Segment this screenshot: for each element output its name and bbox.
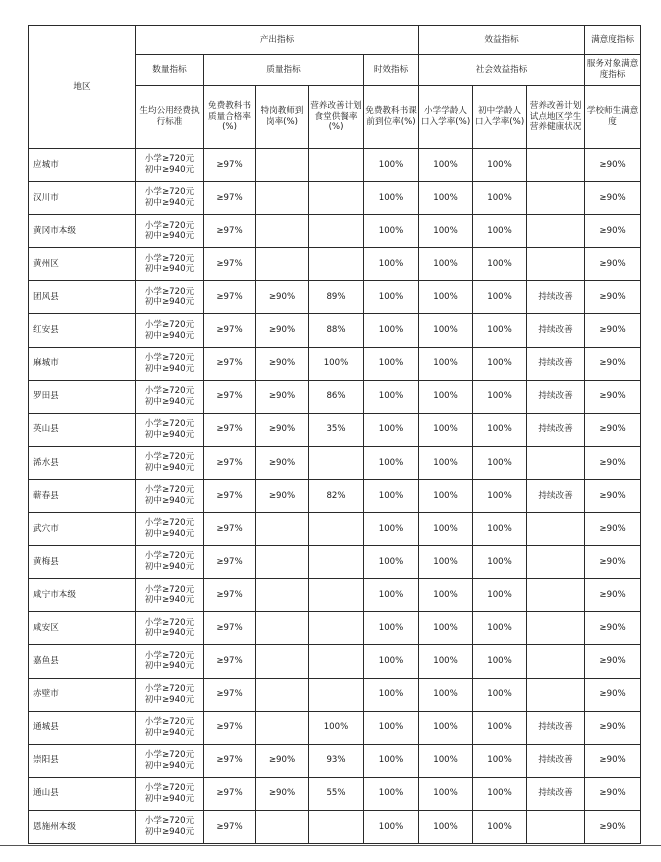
junior-standard-text: 初中≥940元 bbox=[144, 595, 195, 606]
junior-standard-text: 初中≥940元 bbox=[144, 429, 195, 440]
nutrition-health-cell: 持续改善 bbox=[527, 711, 585, 744]
meal-supply-cell bbox=[309, 810, 364, 843]
satisfaction-cell: ≥90% bbox=[585, 645, 641, 678]
region-cell: 红安县 bbox=[29, 314, 136, 347]
primary-enrollment-cell: 100% bbox=[419, 248, 473, 281]
column-header: 初中学龄人口入学率(%) bbox=[473, 86, 527, 149]
textbook-ontime-cell: 100% bbox=[364, 711, 419, 744]
primary-standard-text: 小学≥720元 bbox=[144, 452, 195, 463]
satisfaction-cell: ≥90% bbox=[585, 711, 641, 744]
region-cell: 蕲春县 bbox=[29, 479, 136, 512]
nutrition-health-cell bbox=[527, 645, 585, 678]
junior-enrollment-cell: 100% bbox=[473, 777, 527, 810]
primary-enrollment-cell: 100% bbox=[419, 546, 473, 579]
nutrition-health-cell: 持续改善 bbox=[527, 314, 585, 347]
meal-supply-cell bbox=[309, 513, 364, 546]
satisfaction-cell: ≥90% bbox=[585, 413, 641, 446]
meal-supply-cell bbox=[309, 645, 364, 678]
teacher-arrival-cell: ≥90% bbox=[256, 347, 309, 380]
satisfaction-cell: ≥90% bbox=[585, 513, 641, 546]
table-row bbox=[29, 513, 641, 546]
funding-standard-cell bbox=[136, 579, 204, 612]
quantity-indicator-header: 数量指标 bbox=[136, 55, 204, 86]
textbook-quality-cell: ≥97% bbox=[204, 513, 256, 546]
meal-supply-cell bbox=[309, 149, 364, 182]
satisfaction-cell: ≥90% bbox=[585, 215, 641, 248]
junior-enrollment-cell: 100% bbox=[473, 645, 527, 678]
service-satisfaction-header: 服务对象满意度指标 bbox=[585, 55, 641, 86]
meal-supply-cell: 100% bbox=[309, 347, 364, 380]
meal-supply-cell bbox=[309, 182, 364, 215]
nutrition-health-cell bbox=[527, 248, 585, 281]
nutrition-health-cell bbox=[527, 446, 585, 479]
junior-standard-text: 初中≥940元 bbox=[144, 231, 195, 242]
primary-standard-text: 小学≥720元 bbox=[144, 584, 195, 595]
primary-enrollment-cell: 100% bbox=[419, 645, 473, 678]
funding-standard-cell bbox=[136, 678, 204, 711]
primary-enrollment-cell: 100% bbox=[419, 314, 473, 347]
primary-standard-text: 小学≥720元 bbox=[144, 485, 195, 496]
primary-standard-text: 小学≥720元 bbox=[144, 385, 195, 396]
region-cell: 应城市 bbox=[29, 149, 136, 182]
textbook-quality-cell: ≥97% bbox=[204, 678, 256, 711]
primary-enrollment-cell: 100% bbox=[419, 281, 473, 314]
table-row bbox=[29, 347, 641, 380]
region-cell: 通城县 bbox=[29, 711, 136, 744]
textbook-quality-cell: ≥97% bbox=[204, 380, 256, 413]
nutrition-health-cell: 持续改善 bbox=[527, 281, 585, 314]
teacher-arrival-cell: ≥90% bbox=[256, 281, 309, 314]
region-cell: 罗田县 bbox=[29, 380, 136, 413]
primary-standard-text: 小学≥720元 bbox=[144, 617, 195, 628]
junior-enrollment-cell: 100% bbox=[473, 248, 527, 281]
textbook-ontime-cell: 100% bbox=[364, 182, 419, 215]
junior-standard-text: 初中≥940元 bbox=[144, 826, 195, 837]
textbook-quality-cell: ≥97% bbox=[204, 546, 256, 579]
region-cell: 武穴市 bbox=[29, 513, 136, 546]
nutrition-health-cell bbox=[527, 513, 585, 546]
teacher-arrival-cell bbox=[256, 182, 309, 215]
funding-standard-cell bbox=[136, 711, 204, 744]
meal-supply-cell: 100% bbox=[309, 711, 364, 744]
textbook-ontime-cell: 100% bbox=[364, 810, 419, 843]
region-cell: 麻城市 bbox=[29, 347, 136, 380]
region-cell: 恩施州本级 bbox=[29, 810, 136, 843]
table-row bbox=[29, 380, 641, 413]
textbook-quality-cell: ≥97% bbox=[204, 413, 256, 446]
table-row bbox=[29, 810, 641, 843]
region-cell: 黄州区 bbox=[29, 248, 136, 281]
junior-standard-text: 初中≥940元 bbox=[144, 793, 195, 804]
meal-supply-cell: 55% bbox=[309, 777, 364, 810]
column-header: 学校师生满意度 bbox=[585, 86, 641, 149]
primary-standard-text: 小学≥720元 bbox=[144, 220, 195, 231]
table-row bbox=[29, 314, 641, 347]
junior-enrollment-cell: 100% bbox=[473, 744, 527, 777]
region-cell: 英山县 bbox=[29, 413, 136, 446]
region-cell: 嘉鱼县 bbox=[29, 645, 136, 678]
column-header: 生均公用经费执行标准 bbox=[136, 86, 204, 149]
nutrition-health-cell bbox=[527, 149, 585, 182]
nutrition-health-cell bbox=[527, 215, 585, 248]
textbook-quality-cell: ≥97% bbox=[204, 810, 256, 843]
table-row bbox=[29, 182, 641, 215]
satisfaction-cell: ≥90% bbox=[585, 149, 641, 182]
nutrition-health-cell: 持续改善 bbox=[527, 413, 585, 446]
textbook-quality-cell: ≥97% bbox=[204, 182, 256, 215]
nutrition-health-cell bbox=[527, 182, 585, 215]
satisfaction-cell: ≥90% bbox=[585, 380, 641, 413]
junior-standard-text: 初中≥940元 bbox=[144, 165, 195, 176]
junior-enrollment-cell: 100% bbox=[473, 612, 527, 645]
textbook-ontime-cell: 100% bbox=[364, 347, 419, 380]
textbook-quality-cell: ≥97% bbox=[204, 314, 256, 347]
nutrition-health-cell bbox=[527, 678, 585, 711]
junior-enrollment-cell: 100% bbox=[473, 810, 527, 843]
junior-enrollment-cell: 100% bbox=[473, 446, 527, 479]
satisfaction-cell: ≥90% bbox=[585, 579, 641, 612]
primary-standard-text: 小学≥720元 bbox=[144, 352, 195, 363]
table-row bbox=[29, 777, 641, 810]
junior-standard-text: 初中≥940元 bbox=[144, 661, 195, 672]
teacher-arrival-cell bbox=[256, 810, 309, 843]
meal-supply-cell bbox=[309, 612, 364, 645]
primary-enrollment-cell: 100% bbox=[419, 678, 473, 711]
table-row bbox=[29, 149, 641, 182]
junior-standard-text: 初中≥940元 bbox=[144, 495, 195, 506]
textbook-quality-cell: ≥97% bbox=[204, 347, 256, 380]
table-row bbox=[29, 413, 641, 446]
quality-indicator-header: 质量指标 bbox=[204, 55, 364, 86]
textbook-quality-cell: ≥97% bbox=[204, 744, 256, 777]
textbook-ontime-cell: 100% bbox=[364, 645, 419, 678]
meal-supply-cell: 88% bbox=[309, 314, 364, 347]
primary-standard-text: 小学≥720元 bbox=[144, 683, 195, 694]
satisfaction-cell: ≥90% bbox=[585, 546, 641, 579]
meal-supply-cell: 93% bbox=[309, 744, 364, 777]
textbook-ontime-cell: 100% bbox=[364, 314, 419, 347]
junior-standard-text: 初中≥940元 bbox=[144, 727, 195, 738]
junior-enrollment-cell: 100% bbox=[473, 413, 527, 446]
primary-enrollment-cell: 100% bbox=[419, 777, 473, 810]
primary-enrollment-cell: 100% bbox=[419, 744, 473, 777]
textbook-ontime-cell: 100% bbox=[364, 479, 419, 512]
primary-standard-text: 小学≥720元 bbox=[144, 551, 195, 562]
primary-standard-text: 小学≥720元 bbox=[144, 750, 195, 760]
primary-standard-text: 小学≥720元 bbox=[144, 187, 195, 198]
primary-enrollment-cell: 100% bbox=[419, 711, 473, 744]
junior-standard-text: 初中≥940元 bbox=[144, 462, 195, 473]
funding-standard-cell bbox=[136, 513, 204, 546]
primary-standard-text: 小学≥720元 bbox=[144, 319, 195, 330]
region-cell: 黄冈市本级 bbox=[29, 215, 136, 248]
table-row bbox=[29, 446, 641, 479]
table-row bbox=[29, 711, 641, 744]
primary-enrollment-cell: 100% bbox=[419, 182, 473, 215]
primary-enrollment-cell: 100% bbox=[419, 446, 473, 479]
textbook-ontime-cell: 100% bbox=[364, 612, 419, 645]
junior-enrollment-cell: 100% bbox=[473, 215, 527, 248]
primary-enrollment-cell: 100% bbox=[419, 612, 473, 645]
teacher-arrival-cell: ≥90% bbox=[256, 314, 309, 347]
column-header: 免费教科书课前到位率(%) bbox=[364, 86, 419, 149]
satisfaction-cell: ≥90% bbox=[585, 479, 641, 512]
table-row bbox=[29, 744, 641, 777]
teacher-arrival-cell bbox=[256, 149, 309, 182]
funding-standard-cell bbox=[136, 744, 204, 777]
nutrition-health-cell bbox=[527, 546, 585, 579]
primary-enrollment-cell: 100% bbox=[419, 215, 473, 248]
primary-enrollment-cell: 100% bbox=[419, 413, 473, 446]
region-cell: 咸安区 bbox=[29, 612, 136, 645]
table-row bbox=[29, 645, 641, 678]
junior-enrollment-cell: 100% bbox=[473, 347, 527, 380]
table-row bbox=[29, 248, 641, 281]
primary-standard-text: 小学≥720元 bbox=[144, 419, 195, 430]
teacher-arrival-cell bbox=[256, 546, 309, 579]
satisfaction-cell: ≥90% bbox=[585, 446, 641, 479]
textbook-ontime-cell: 100% bbox=[364, 446, 419, 479]
junior-standard-text: 初中≥940元 bbox=[144, 297, 195, 308]
teacher-arrival-cell: ≥90% bbox=[256, 479, 309, 512]
region-cell: 黄梅县 bbox=[29, 546, 136, 579]
funding-standard-cell bbox=[136, 215, 204, 248]
teacher-arrival-cell bbox=[256, 579, 309, 612]
textbook-ontime-cell: 100% bbox=[364, 513, 419, 546]
satisfaction-indicator-header: 满意度指标 bbox=[585, 26, 641, 55]
satisfaction-cell: ≥90% bbox=[585, 347, 641, 380]
textbook-ontime-cell: 100% bbox=[364, 380, 419, 413]
nutrition-health-cell bbox=[527, 612, 585, 645]
teacher-arrival-cell bbox=[256, 678, 309, 711]
textbook-ontime-cell: 100% bbox=[364, 579, 419, 612]
primary-standard-text: 小学≥720元 bbox=[144, 253, 195, 264]
funding-standard-cell bbox=[136, 777, 204, 810]
junior-enrollment-cell: 100% bbox=[473, 546, 527, 579]
region-cell: 咸宁市本级 bbox=[29, 579, 136, 612]
junior-standard-text: 初中≥940元 bbox=[144, 396, 195, 407]
satisfaction-cell: ≥90% bbox=[585, 314, 641, 347]
textbook-quality-cell: ≥97% bbox=[204, 248, 256, 281]
textbook-quality-cell: ≥97% bbox=[204, 711, 256, 744]
junior-standard-text: 初中≥940元 bbox=[144, 264, 195, 275]
funding-standard-cell bbox=[136, 182, 204, 215]
teacher-arrival-cell bbox=[256, 711, 309, 744]
satisfaction-cell: ≥90% bbox=[585, 182, 641, 215]
funding-standard-cell bbox=[136, 248, 204, 281]
funding-standard-cell bbox=[136, 314, 204, 347]
region-cell: 团风县 bbox=[29, 281, 136, 314]
junior-enrollment-cell: 100% bbox=[473, 678, 527, 711]
meal-supply-cell: 82% bbox=[309, 479, 364, 512]
nutrition-health-cell bbox=[527, 579, 585, 612]
textbook-quality-cell: ≥97% bbox=[204, 579, 256, 612]
junior-enrollment-cell: 100% bbox=[473, 380, 527, 413]
junior-enrollment-cell: 100% bbox=[473, 149, 527, 182]
textbook-quality-cell: ≥97% bbox=[204, 215, 256, 248]
meal-supply-cell: 35% bbox=[309, 413, 364, 446]
primary-enrollment-cell: 100% bbox=[419, 513, 473, 546]
junior-standard-text: 初中≥940元 bbox=[144, 330, 195, 341]
teacher-arrival-cell bbox=[256, 612, 309, 645]
textbook-ontime-cell: 100% bbox=[364, 413, 419, 446]
satisfaction-cell: ≥90% bbox=[585, 777, 641, 810]
textbook-quality-cell: ≥97% bbox=[204, 479, 256, 512]
textbook-quality-cell: ≥97% bbox=[204, 645, 256, 678]
funding-standard-cell bbox=[136, 479, 204, 512]
textbook-quality-cell: ≥97% bbox=[204, 149, 256, 182]
benefit-indicator-header: 效益指标 bbox=[419, 26, 585, 55]
region-cell: 汉川市 bbox=[29, 182, 136, 215]
teacher-arrival-cell bbox=[256, 513, 309, 546]
teacher-arrival-cell: ≥90% bbox=[256, 446, 309, 479]
funding-standard-cell bbox=[136, 347, 204, 380]
junior-standard-text: 初中≥940元 bbox=[144, 628, 195, 639]
nutrition-health-cell: 持续改善 bbox=[527, 744, 585, 777]
social-benefit-header: 社会效益指标 bbox=[419, 55, 585, 86]
region-cell: 浠水县 bbox=[29, 446, 136, 479]
region-cell: 崇阳县 bbox=[29, 744, 136, 777]
funding-standard-cell bbox=[136, 380, 204, 413]
nutrition-health-cell: 持续改善 bbox=[527, 380, 585, 413]
timeliness-indicator-header: 时效指标 bbox=[364, 55, 419, 86]
junior-enrollment-cell: 100% bbox=[473, 711, 527, 744]
satisfaction-cell: ≥90% bbox=[585, 612, 641, 645]
teacher-arrival-cell bbox=[256, 248, 309, 281]
performance-indicator-table bbox=[28, 25, 641, 844]
textbook-ontime-cell: 100% bbox=[364, 777, 419, 810]
satisfaction-cell: ≥90% bbox=[585, 678, 641, 711]
textbook-ontime-cell: 100% bbox=[364, 546, 419, 579]
nutrition-health-cell bbox=[527, 810, 585, 843]
teacher-arrival-cell: ≥90% bbox=[256, 413, 309, 446]
column-header: 营养改善计划试点地区学生营养健康状况 bbox=[527, 86, 585, 149]
primary-standard-text: 小学≥720元 bbox=[144, 716, 195, 727]
meal-supply-cell bbox=[309, 678, 364, 711]
funding-standard-cell bbox=[136, 546, 204, 579]
meal-supply-cell bbox=[309, 248, 364, 281]
meal-supply-cell: 89% bbox=[309, 281, 364, 314]
meal-supply-cell bbox=[309, 446, 364, 479]
teacher-arrival-cell: ≥90% bbox=[256, 744, 309, 777]
teacher-arrival-cell: ≥90% bbox=[256, 777, 309, 810]
satisfaction-cell: ≥90% bbox=[585, 281, 641, 314]
column-header: 免费教科书质量合格率(%) bbox=[204, 86, 256, 149]
table-row bbox=[29, 281, 641, 314]
textbook-quality-cell: ≥97% bbox=[204, 446, 256, 479]
primary-enrollment-cell: 100% bbox=[419, 380, 473, 413]
satisfaction-cell: ≥90% bbox=[585, 810, 641, 843]
table-row bbox=[29, 579, 641, 612]
meal-supply-cell bbox=[309, 215, 364, 248]
output-indicator-header: 产出指标 bbox=[136, 26, 419, 55]
textbook-ontime-cell: 100% bbox=[364, 149, 419, 182]
funding-standard-cell bbox=[136, 281, 204, 314]
region-header: 地区 bbox=[29, 26, 136, 149]
primary-enrollment-cell: 100% bbox=[419, 579, 473, 612]
funding-standard-cell bbox=[136, 612, 204, 645]
primary-standard-text: 小学≥720元 bbox=[144, 154, 195, 165]
junior-standard-text: 初中≥940元 bbox=[144, 760, 195, 771]
primary-enrollment-cell: 100% bbox=[419, 810, 473, 843]
table-row bbox=[29, 678, 641, 711]
textbook-quality-cell: ≥97% bbox=[204, 777, 256, 810]
junior-standard-text: 初中≥940元 bbox=[144, 529, 195, 540]
textbook-ontime-cell: 100% bbox=[364, 744, 419, 777]
table-row bbox=[29, 479, 641, 512]
nutrition-health-cell: 持续改善 bbox=[527, 479, 585, 512]
junior-standard-text: 初中≥940元 bbox=[144, 198, 195, 209]
satisfaction-cell: ≥90% bbox=[585, 744, 641, 777]
junior-enrollment-cell: 100% bbox=[473, 182, 527, 215]
textbook-ontime-cell: 100% bbox=[364, 248, 419, 281]
junior-standard-text: 初中≥940元 bbox=[144, 694, 195, 705]
funding-standard-cell bbox=[136, 645, 204, 678]
table-row bbox=[29, 612, 641, 645]
funding-standard-cell bbox=[136, 446, 204, 479]
junior-enrollment-cell: 100% bbox=[473, 281, 527, 314]
page-bottom-rule bbox=[0, 845, 661, 846]
table-row bbox=[29, 215, 641, 248]
textbook-ontime-cell: 100% bbox=[364, 678, 419, 711]
satisfaction-cell: ≥90% bbox=[585, 248, 641, 281]
nutrition-health-cell: 持续改善 bbox=[527, 777, 585, 810]
funding-standard-cell bbox=[136, 149, 204, 182]
junior-enrollment-cell: 100% bbox=[473, 513, 527, 546]
primary-enrollment-cell: 100% bbox=[419, 479, 473, 512]
textbook-ontime-cell: 100% bbox=[364, 215, 419, 248]
funding-standard-cell bbox=[136, 413, 204, 446]
teacher-arrival-cell bbox=[256, 645, 309, 678]
junior-standard-text: 初中≥940元 bbox=[144, 363, 195, 374]
textbook-quality-cell: ≥97% bbox=[204, 281, 256, 314]
primary-standard-text: 小学≥720元 bbox=[144, 518, 195, 529]
meal-supply-cell bbox=[309, 546, 364, 579]
meal-supply-cell: 86% bbox=[309, 380, 364, 413]
meal-supply-cell bbox=[309, 579, 364, 612]
junior-enrollment-cell: 100% bbox=[473, 479, 527, 512]
teacher-arrival-cell bbox=[256, 215, 309, 248]
column-header: 特岗教师到岗率(%) bbox=[256, 86, 309, 149]
table-row bbox=[29, 546, 641, 579]
junior-enrollment-cell: 100% bbox=[473, 579, 527, 612]
primary-enrollment-cell: 100% bbox=[419, 347, 473, 380]
region-cell: 赤壁市 bbox=[29, 678, 136, 711]
textbook-ontime-cell: 100% bbox=[364, 281, 419, 314]
nutrition-health-cell: 持续改善 bbox=[527, 347, 585, 380]
primary-standard-text: 小学≥720元 bbox=[144, 783, 195, 794]
textbook-quality-cell: ≥97% bbox=[204, 612, 256, 645]
region-cell: 通山县 bbox=[29, 777, 136, 810]
column-header: 小学学龄人口入学率(%) bbox=[419, 86, 473, 149]
junior-standard-text: 初中≥940元 bbox=[144, 562, 195, 573]
primary-standard-text: 小学≥720元 bbox=[144, 816, 195, 827]
funding-standard-cell bbox=[136, 810, 204, 843]
primary-enrollment-cell: 100% bbox=[419, 149, 473, 182]
column-header: 营养改善计划食堂供餐率(%) bbox=[309, 86, 364, 149]
primary-standard-text: 小学≥720元 bbox=[144, 286, 195, 297]
teacher-arrival-cell: ≥90% bbox=[256, 380, 309, 413]
junior-enrollment-cell: 100% bbox=[473, 314, 527, 347]
primary-standard-text: 小学≥720元 bbox=[144, 650, 195, 661]
